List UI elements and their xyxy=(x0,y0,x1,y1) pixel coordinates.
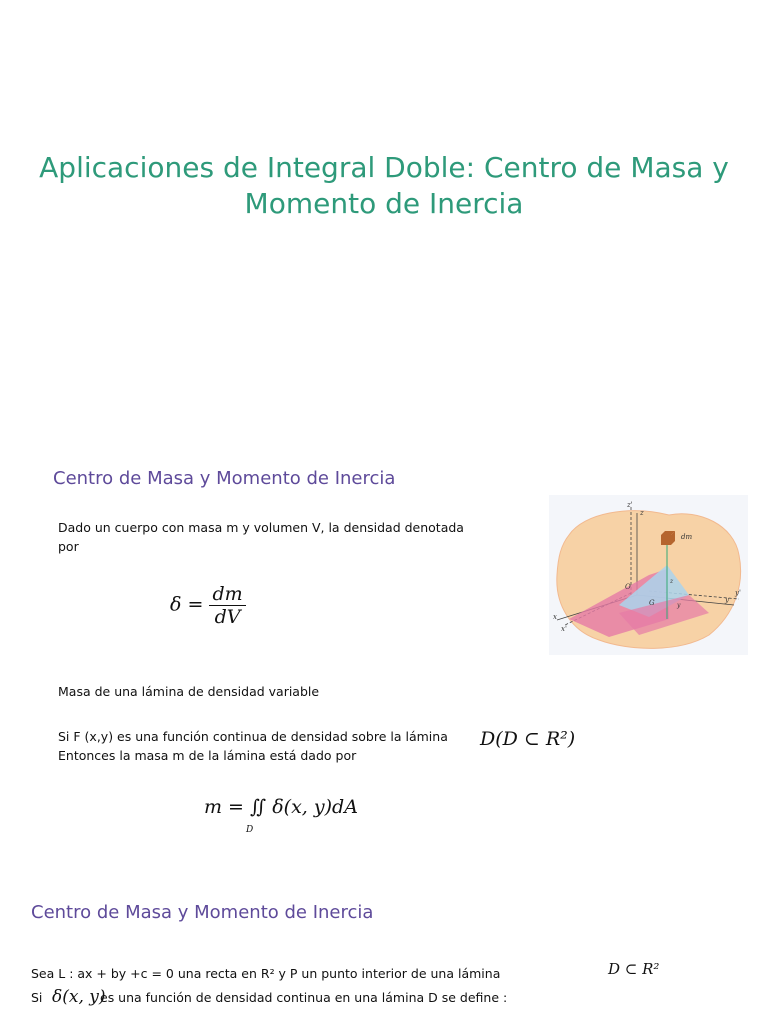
label-y-prime: y' xyxy=(735,589,741,597)
density-intro xyxy=(58,518,528,556)
lamina-condition xyxy=(58,727,478,765)
label-x-prime: x' xyxy=(561,625,567,633)
figure-svg xyxy=(549,495,748,655)
line-definition: Sea L : ax + by +c = 0 una recta en R² y P un punto interior de una lámina xyxy=(31,966,501,981)
lamina-condition-line-2: Entonces la masa m de la lámina está dado por xyxy=(58,748,357,763)
mass-formula xyxy=(204,796,358,818)
density-lhs: δ = xyxy=(170,593,204,616)
label-o: O xyxy=(625,583,631,591)
section-heading-2: Centro de Masa y Momento de Inercia xyxy=(31,902,374,923)
label-z-small: z xyxy=(670,578,674,585)
mass-formula-text: m = ∬ δ(x, y)dA xyxy=(204,796,358,818)
label-y-small: y xyxy=(677,602,681,609)
domain-expression-2: D ⊂ R² xyxy=(608,960,660,978)
label-g: G xyxy=(649,599,655,607)
lamina-condition-line-1: Si F (x,y) es una función continua de densidad sobre la lámina xyxy=(58,729,448,744)
dm-cube xyxy=(661,535,671,545)
page-title-line-2: Momento de Inercia xyxy=(244,187,524,220)
density-denominator: dV xyxy=(214,606,241,628)
delta-expression: δ(x, y) xyxy=(52,987,106,1007)
density-formula xyxy=(170,583,246,628)
label-x: x xyxy=(553,613,557,621)
section-heading-1: Centro de Masa y Momento de Inercia xyxy=(53,468,396,489)
domain-expression: D(D ⊂ R²) xyxy=(480,728,576,750)
page-title-line-1: Aplicaciones de Integral Doble: Centro de Masa y xyxy=(39,151,729,184)
label-z-prime: z' xyxy=(627,501,633,509)
page-title xyxy=(30,150,738,222)
line2-suffix: es una función de densidad continua en una lámina D se define : xyxy=(100,990,508,1005)
label-dm: dm xyxy=(681,533,693,541)
density-intro-line-1: Dado un cuerpo con masa m y volumen V, la densidad denotada xyxy=(58,520,464,535)
lamina-title: Masa de una lámina de densidad variable xyxy=(58,684,320,699)
center-of-mass-figure xyxy=(549,495,748,655)
label-z: z xyxy=(640,509,644,517)
mass-formula-subscript: D xyxy=(246,825,254,835)
density-fraction xyxy=(209,583,245,628)
label-y: y xyxy=(725,596,729,604)
line2-prefix: Si xyxy=(31,990,43,1005)
density-intro-line-2: por xyxy=(58,539,79,554)
density-numerator: dm xyxy=(209,583,245,606)
